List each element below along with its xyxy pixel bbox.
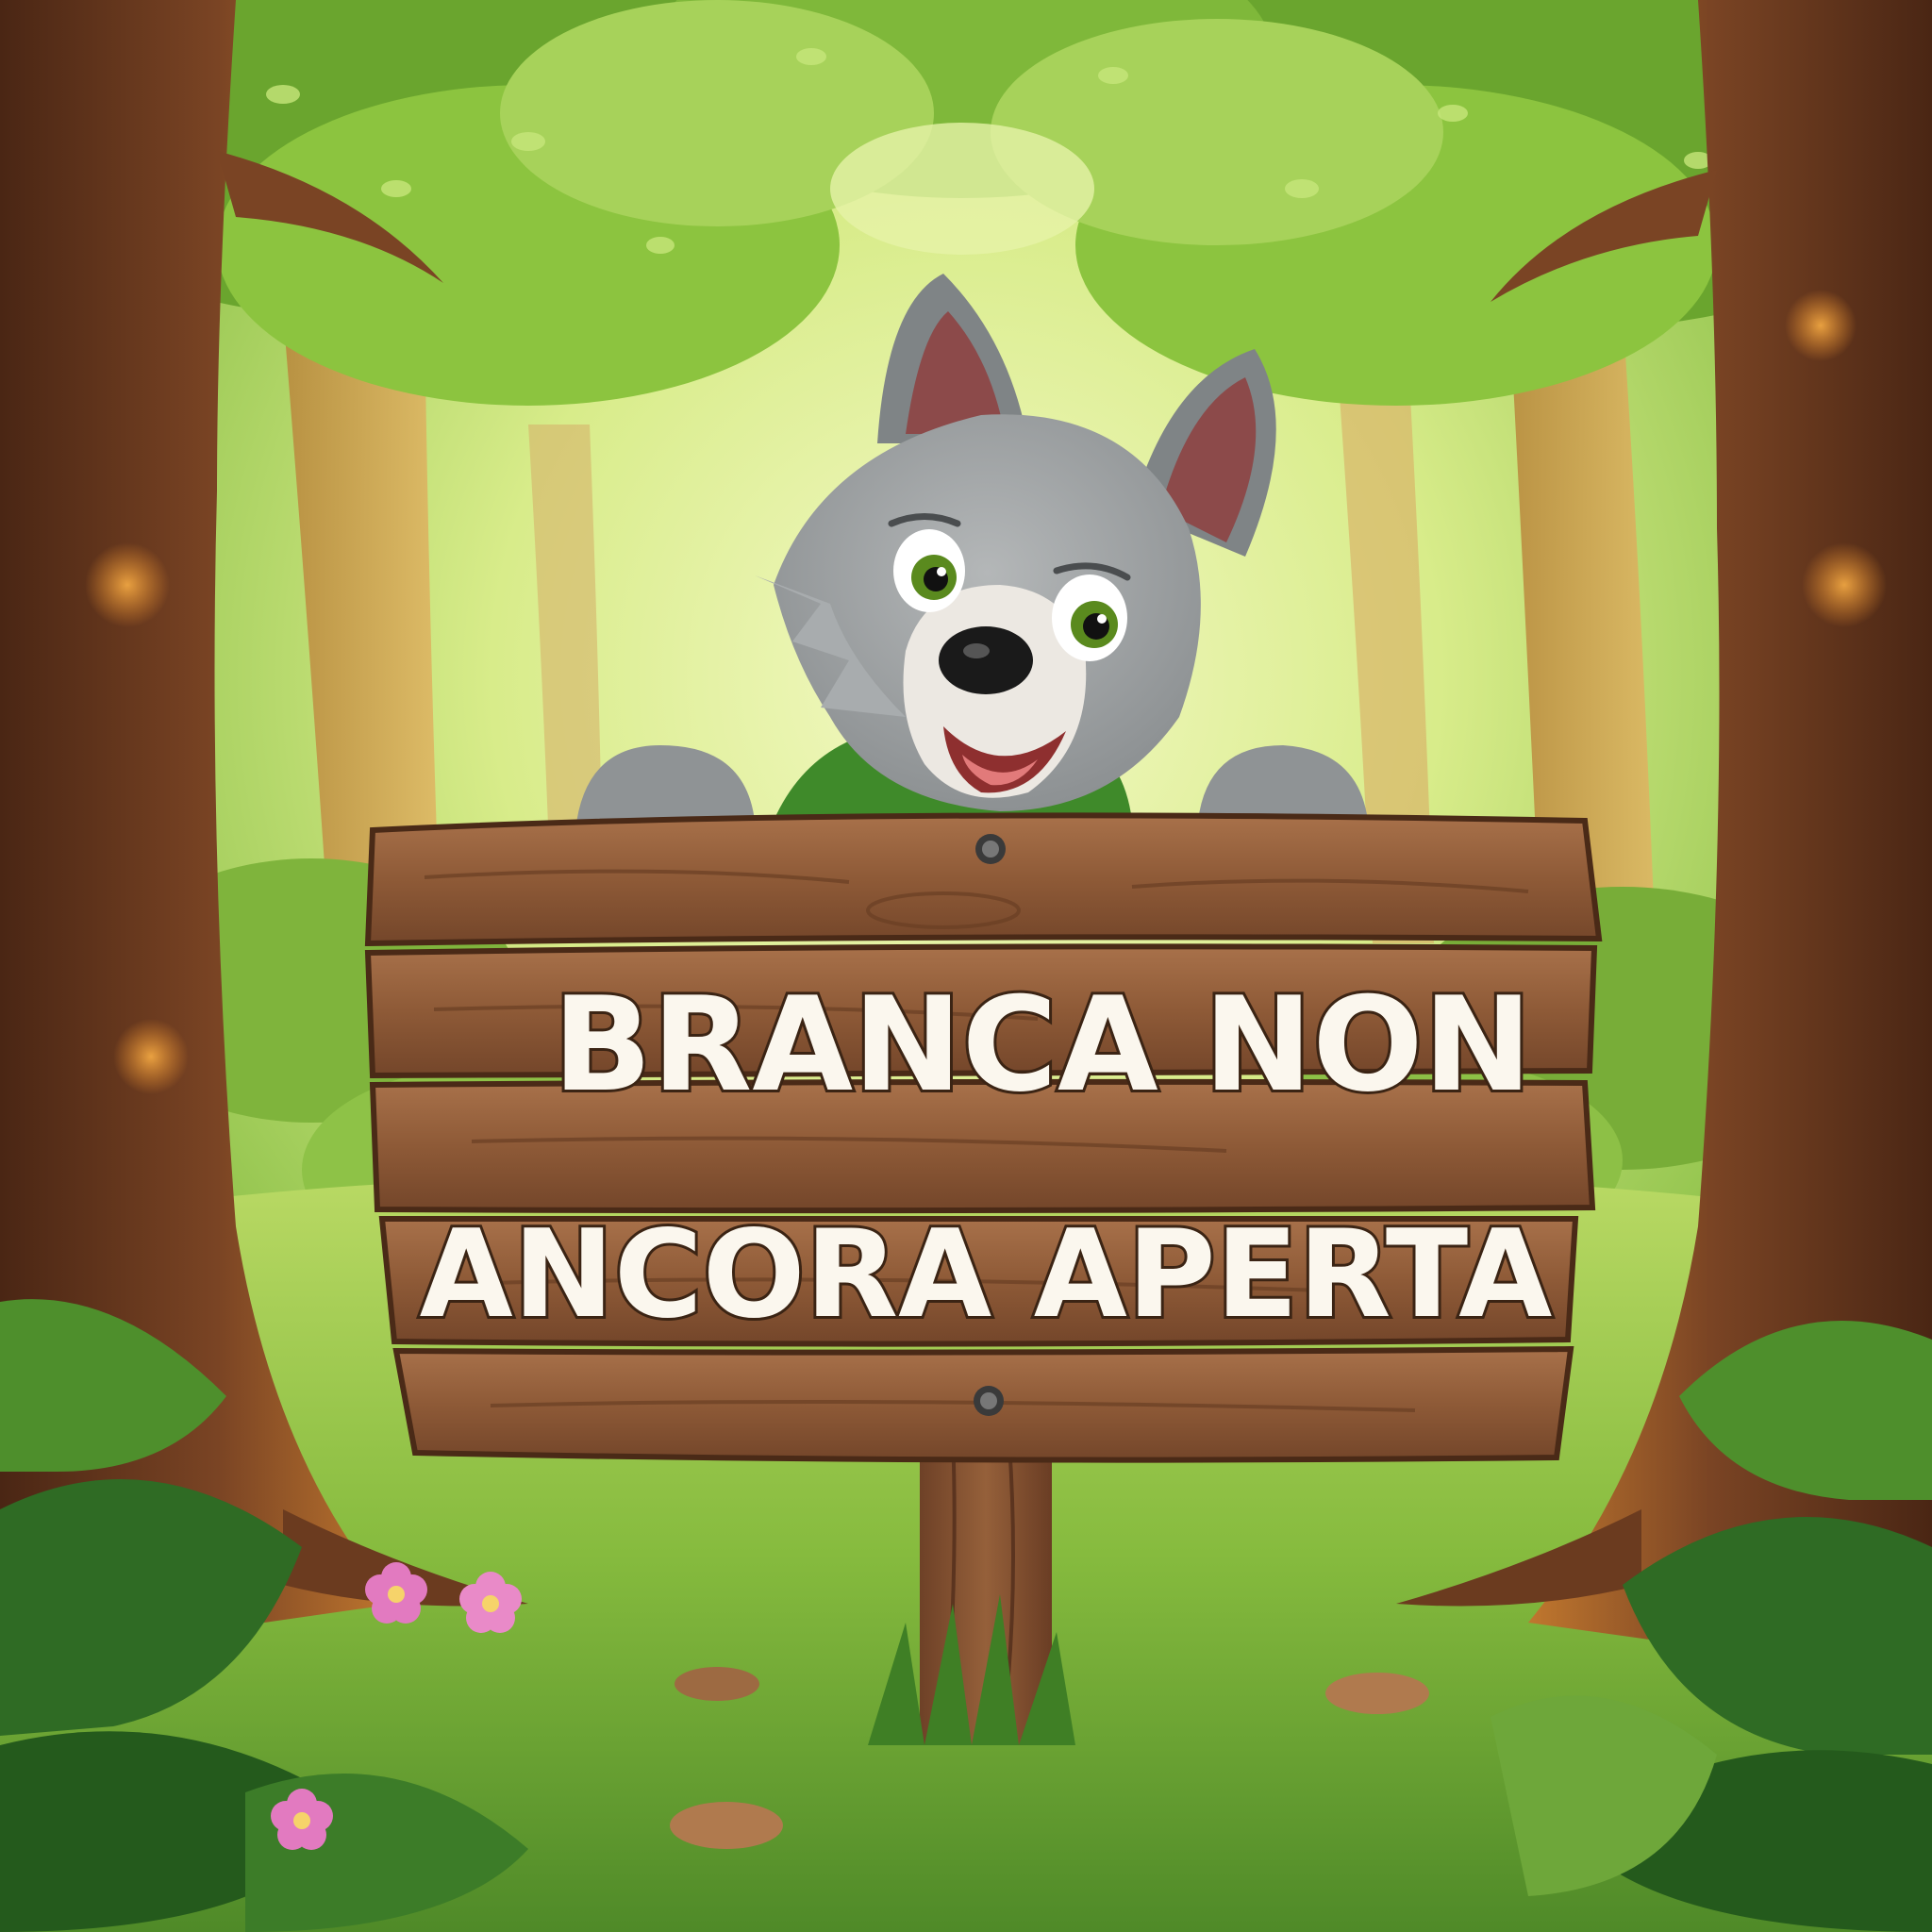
wolf-nose — [939, 626, 1033, 694]
wooden-sign — [368, 815, 1599, 1459]
sign-text-line2: ANCORA APERTA — [419, 1205, 1553, 1345]
sign-text-line1: BRANCA NON — [552, 969, 1533, 1121]
